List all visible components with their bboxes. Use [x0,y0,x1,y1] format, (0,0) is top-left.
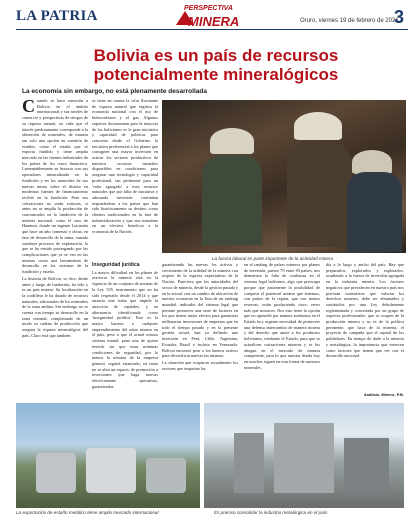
article-byline: Análisis. Minero, P.B. [363,392,404,397]
section-subtitle: Inseguridad jurídica [92,262,140,268]
section-logo-line2: MINERA [188,14,240,29]
page-number: 3 [394,7,405,27]
metallurgy-plant-photo [204,403,404,508]
metallurgy-caption: Es preciso consolidar la industria metalúrgica en el país [214,510,328,515]
text-column-3 [162,262,238,398]
newspaper-name: LA PATRIA [16,8,98,24]
column-3-text-b: La situación que ocuparon actualmente los sectores que importan las [162,359,238,371]
text-column-1 [22,98,88,398]
text-column-2-upper [92,98,158,258]
text-column-2-lower [92,262,158,398]
section-logo [176,5,246,29]
column-2-text-b: La mayor dificultad en los planes de reactivar la minería está en la vigencia de un conjunto de normas de la Ley 535, instrumento que no ha sido respetado desde el 2014 y que atraería una traba que impide la atracción de capitales, y en alternancia identificando como 'inseguridad jurídica'. Este es la mayor barrera a cualquier emprendimiento del rubro minero en el país, pese a que el actual mismo sistema estatal, pone una de quiere invertir sin que estas mínimas condiciones de seguridad, por lo menos la nómina de la empresa general, seguirá estancado, en tanto no se abra un espacio de promoción a inversiones que haga nuevas efectivamente operativas, garantizadas. [92,269,158,389]
column-3-text: garantizando las nuevas los activos y crecimiento de la utilidad de la minería con respeto de la expresa expectativas de la Nación. Pareciera que las autoridades del sector de minería, desde la gestión pasada y en la actual, con un cambio de ubicación de nuestra economía en la lista de un ranking mundial, indicador del sistema legal que permite promover una serie de factores en los que tienen mejor efectos para garantizar millonarias inversiones de empresas que en todo el tiempo pasado y en la presente gestión actual, han ya definido una inversión en Perú, Chile, Argentina, Ecuador, Brasil e incluso en Venezuela. Bolivia encontró pese a los buenos activos para diversificar nuevas las mismas. [162,262,238,359]
column-1-text-b: La historia de Bolivia, se dice, desde antes y luego de fundación, ha sido y es un país minero. Su localización en la cordillera le ha dotado de recursos naturales, adicionales de los minerales de la zona andina. Sin embargo no se cuenta con tiempo su desarrollo en la zona oriental, completando de un modo su cadena de producción que asegura la riqueza mineralógica del país. Claro está que también [22,275,88,338]
tin-export-caption: La exportación de estaño metálico tiene amplio mercado internacional [16,510,159,515]
text-column-5 [326,262,404,390]
column-4-text: en el ranking de países mineros por planes de inversión, puesto 79 entre 83 países, nos demuestra la falta de confianza en el sistema legal boliviano, algo que preocupa porque que justamente la posibilidad de competir el potencial minero que tenemos, con países de la región, que con menos reservas, están produciendo cinco veces más que nosotros. Nos esto tiene la opción que no aprendió por manera autónoma en el Estado hoy urgente necesidad de promover una defensa intercambio de manera minera y del derecho que anote a los productos bolivianos, mediante el Estado, para que se actualicen cotizaciones mineras y se los abogan en el mercado de manera competente, para lo que nuestra deuda hoy en muchos siguen en esta forma de nuestros minerales. [244,262,320,370]
miners-photo [162,100,406,253]
section-logo-line1: PERSPECTIVA [184,5,233,12]
column-2-text: se tiene en cuenta la cifra fluctuante de riqueza natural que registra la economía nacional con el uso de hidrocarburos y el gas. Algunos expertos documentan para la mayoría de los bolivianos es la gran iniciativa y capacidad de políticas para concretar desde el Gobierno la iniciativa preferencial a los planes que consignen una mayor inversión en activar los sectores productivos de nuestros recursos naturales disponibles en condiciones para asegurar una tecnología y capacidad profesional, tan pertinente para un 'valor agregado' a esos recursos naturales que por falta de iniciativa y adecuada inversión continúan importándose a los países que han sido históricamente su destino como clientes tradicionales en la fase de industrialización y que nos mantiene en un efectivo beneficio a la economía de la Nación. [92,98,158,235]
column-1-text: uando se hace mención a Bolivia en el ámbito internacional y sus niveles de comercio y perspectivas de riesgos de su riqueza natural, no cabe que el interés predominante corresponde a la obtención de minerales, de manera tan solo una opción en cuestión de estaños, como el estaño que se exporta fundido y tiene amplia mercado en las fuentes industriales de los países de los cinco financiero. Lamentablemente su historia con sus operadores mineralizada en la fundición y en los minerales de sus nuevas minas sobre el distrito en modernas fuentes de financiamiento recibió en la fundición. Pero sus cotizaciones no serán exitosas, si antes no se amplía la producción de concentrados en la fundición de la minería nacional, como el caso de Huanuni, donde un ingenio Lucianita que hace un año comenzó y obras, en fase de desarrollo de la mina, cuando sustituye procesos de explotación, lo que se ha venido postergando por las complicaciones que ya se ven en las mismas como una herramienta de desarrollo en los sistemas de la fundición y estaño. [22,98,88,275]
miners-photo-caption: La fuerza laboral es parte importante de la actividad minera [212,256,334,261]
dropcap: C [22,98,35,116]
text-column-4 [244,262,320,398]
masthead-divider [16,29,408,30]
tin-export-photo [16,403,200,508]
column-5-text: día a lo largo y ancho del país. Hay que prepararlos, explorarlos y explotarlos, acudiendo a la fuerza de inversión agregada en la industria minera. Los factores negativos que prevalecen en nuestro país nos precisan normativas que valoran los derechos mineros, debe ser eliminados y sustituidos por una Ley debidamente reglamentada y concertada por un grupo de expertos profesionales, que se ocupen de la producción minera y su es de la política pertinente, que haca de la minería, el proyecto de campaña que el capital de los pobladores. En tiempo de darle a la minería y metalúrgica, la importancia que merecen como factores que tienen que ver con el desarrollo nacional. [326,262,404,359]
dateline: Oruro, viernes 19 de febrero de 2021 [300,18,399,24]
article-subhead: La economía sin embargo, no está plenamente desarrollada [22,88,207,95]
article-headline: Bolivia es un país de recursos potencialmente mineralógicos [93,46,339,84]
